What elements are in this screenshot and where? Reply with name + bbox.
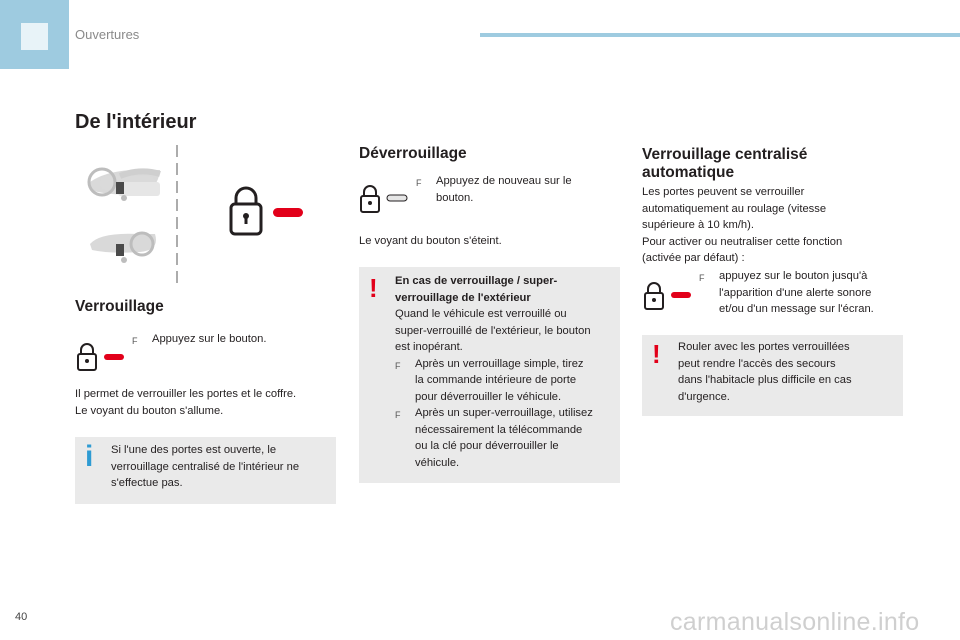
section-title: Ouvertures xyxy=(75,27,140,42)
verrouillage-step-text: Appuyez sur le bouton. xyxy=(152,333,267,345)
auto-lock-step: F appuyez sur le bouton jusqu'à l'apparition d'une alerte sonore et/ou d'un message sur l'écran. xyxy=(699,268,899,318)
header-rule xyxy=(480,33,960,37)
bullet-arrow-icon: F xyxy=(132,336,138,346)
watermark: carmanualsonline.info xyxy=(670,608,920,636)
info-text: Si l'une des portes est ouverte, le verrouillage centralisé de l'intérieur ne s'effectue pas. xyxy=(111,444,300,489)
page-title: De l'intérieur xyxy=(75,111,197,133)
bullet-arrow-icon: F xyxy=(416,178,422,188)
warning-bullet-1: F Après un verrouillage simple, tirez la commande intérieure de porte pour déverrouiller le véhicule. xyxy=(395,356,617,406)
page-number: 40 xyxy=(15,611,28,623)
warning-text: Rouler avec les portes verrouillées peut rendre l'accès des secours dans l'habitacle plus difficile en cas d'urgence. xyxy=(678,341,852,403)
bullet-arrow-icon: F xyxy=(395,360,401,371)
deverrouillage-step-text: Appuyez de nouveau sur le bouton. xyxy=(436,175,572,204)
deverrouillage-title: Déverrouillage xyxy=(359,145,467,162)
warning-bullet-2: F Après un super-verrouillage, utilisez nécessairement la télécommande ou la clé pour déverrouiller le véhicule. xyxy=(395,405,617,471)
deverrouillage-description: Le voyant du bouton s'éteint. xyxy=(359,235,502,247)
bullet-arrow-icon: F xyxy=(395,410,401,420)
warning-icon: ! xyxy=(652,339,661,369)
warning-text: En cas de verrouillage / super- verrouillage de l'extérieur Quand le véhicule est verrouillé ou super-verrouillé de l'extérieur, le bouton est inopérant. F Après un verrouillage simple, tirez la commande intérieure de porte pour déverrouiller le véhicule. F Après un super-verrouillage, utilisez nécessairement la télécommande ou la clé pour déverrouiller le véhicule. xyxy=(395,273,617,471)
chapter-tab-square xyxy=(21,23,48,50)
info-icon: i xyxy=(85,440,94,473)
lock-on-icon xyxy=(74,340,126,372)
info-box xyxy=(75,437,336,504)
deverrouillage-step xyxy=(416,173,606,206)
lock-on-icon xyxy=(641,279,693,311)
warning-box-auto xyxy=(642,335,903,416)
bullet-arrow-icon: F xyxy=(699,273,705,283)
dashboard-illustration xyxy=(80,140,320,290)
warning-icon: ! xyxy=(369,273,378,303)
verrouillage-description: Il permet de verrouiller les portes et le coffre. Le voyant du bouton s'allume. xyxy=(75,388,297,417)
lock-off-icon xyxy=(357,182,409,214)
verrouillage-step xyxy=(132,331,332,350)
warning-box-deverrouillage xyxy=(359,267,620,483)
auto-lock-description: Les portes peuvent se verrouiller automatiquement au roulage (vitesse supérieure à 10 km/h). Pour activer ou neutraliser cette fonction (activée par défaut) : xyxy=(642,186,843,264)
auto-lock-title: Verrouillage centralisé automatique xyxy=(642,146,808,181)
verrouillage-title: Verrouillage xyxy=(75,298,164,315)
